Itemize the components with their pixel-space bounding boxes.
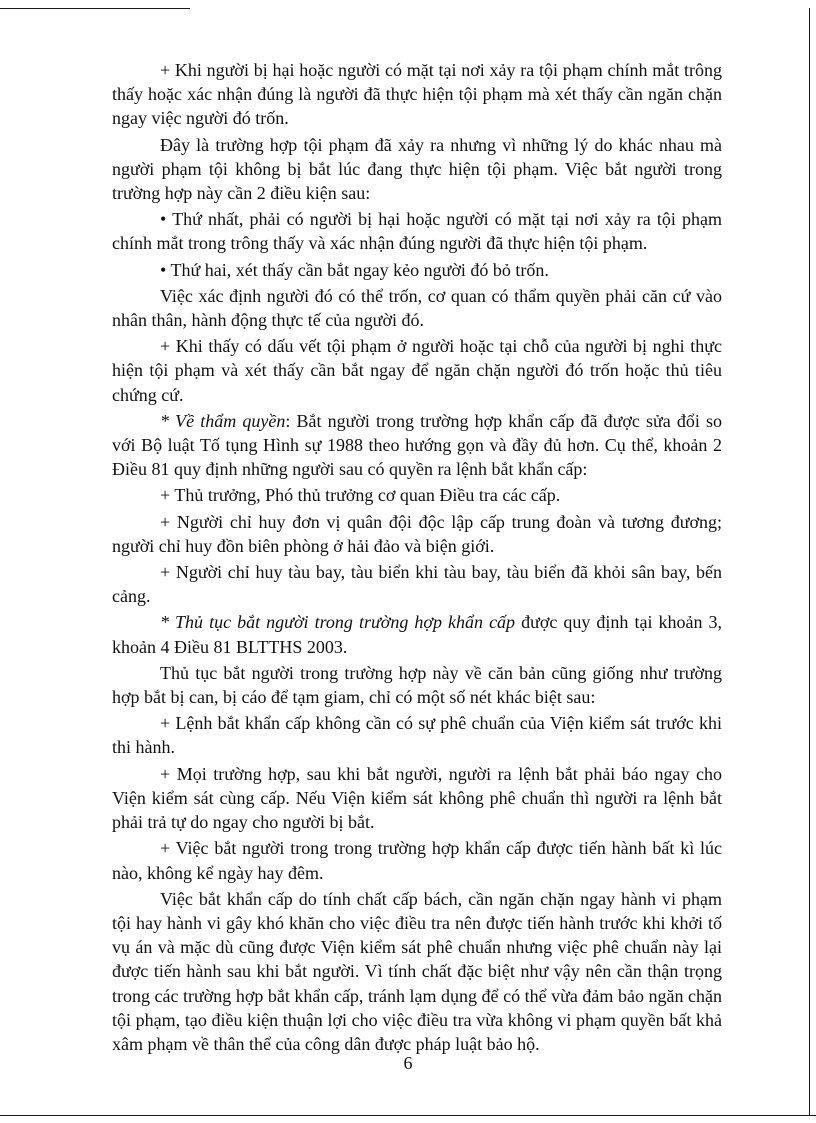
paragraph-authority-aircraft-ship-commanders: + Người chỉ huy tàu bay, tàu biển khi tàu bay, tàu biển đã khỏi sân bay, bến cảng. — [112, 562, 722, 607]
paragraph-conclusion: Việc bắt khẩn cấp do tính chất cấp bách, cần ngăn chặn ngay hành vi phạm tội hay hành vi gây khó khăn cho việc điều tra nên được tiến hành trước khi khởi tố vụ án và mặc dù cũng được Viện kiểm sát phê chuẩn nhưng việc phê chuẩn này lại được tiến hành sau khi bắt người. Vì tính chất đặc biệt như vậy nên cần thận trọng trong các trường hợp bắt khẩn cấp, tránh lạm dụng để có thể vừa đảm bảo ngăn chặn tội phạm, tạo điều kiện thuận lợi cho việc điều tra vừa không vi phạm quyền bất khả xâm phạm về thân thể của công dân được pháp luật bảo hộ. — [112, 888, 722, 1054]
paragraph-procedure-differences: Thủ tục bắt người trong trường hợp này về căn bản cũng giống như trường hợp bắt bị can, bị cáo để tạm giam, chỉ có một số nét khác biệt sau: — [112, 662, 722, 708]
paragraph-authority: * Về thẩm quyền: Bắt người trong trường hợp khẩn cấp đã được sửa đổi so với Bộ luật Tố tụng Hình sự 1988 theo hướng gọn và đầy đủ hơn. Cụ thể, khoản 2 Điều 81 quy định những người sau có quyền ra lệnh bắt khẩn cấp: — [112, 410, 722, 480]
paragraph-any-time: + Việc bắt người trong trong trường hợp khẩn cấp được tiến hành bất kì lúc nào, không kể ngày hay đêm. — [112, 838, 722, 883]
paragraph-traces-of-crime: + Khi thấy có dấu vết tội phạm ở người hoặc tại chỗ của người bị nghi thực hiện tội phạm và xét thấy cần bắt ngay để ngăn chặn người đó trốn hoặc thủ tiêu chứng cứ. — [112, 336, 722, 405]
paragraph-authority-investigation-heads: + Thủ trưởng, Phó thủ trưởng cơ quan Điều tra các cấp. — [160, 485, 561, 506]
paragraph-condition-second: • Thứ hai, xét thấy cần bắt ngay kẻo người đó bỏ trốn. — [160, 259, 549, 280]
bottom-edge-line — [0, 1115, 816, 1116]
paragraph-authority-military-commanders: + Người chỉ huy đơn vị quân đội độc lập cấp trung đoàn và tương đương; người chỉ huy đồn biên phòng ở hải đảo và biện giới. — [112, 511, 722, 556]
paragraph-determine-flight: Việc xác định người đó có thể trốn, cơ quan có thẩm quyền phải căn cứ vào nhân thân, hành động thực tế của người đó. — [112, 285, 722, 331]
top-edge-line — [0, 8, 190, 9]
paragraph-procedure: * Thủ tục bắt người trong trường hợp khẩn cấp được quy định tại khoản 3, khoản 4 Điều 81 BLTTHS 2003. — [112, 612, 722, 657]
right-edge-line — [809, 8, 810, 1116]
page-number: 6 — [403, 1053, 413, 1073]
procedure-heading: * Thủ tục bắt người trong trường hợp khẩn cấp — [160, 612, 516, 633]
paragraph-condition-first: • Thứ nhất, phải có người bị hại hoặc người có mặt tại nơi xảy ra tội phạm chính mắt trong trông thấy và xác nhận đúng người đã thực hiện tội phạm. — [112, 209, 722, 254]
paragraph-no-prior-approval: + Lệnh bắt khẩn cấp không cần có sự phê chuẩn của Viện kiểm sát trước khi thi hành. — [112, 713, 722, 758]
paragraph-report-procuracy: + Mọi trường hợp, sau khi bắt người, người ra lệnh bắt phải báo ngay cho Viện kiểm sát cùng cấp. Nếu Viện kiểm sát không phê chuẩn thì người ra lệnh bắt phải trả tự do ngay cho người bị bắt. — [112, 763, 722, 833]
body-text — [112, 58, 722, 1056]
paragraph-victim-witness: + Khi người bị hại hoặc người có mặt tại nơi xảy ra tội phạm chính mắt trông thấy hoặc xác nhận đúng là người đã thực hiện tội phạm mà xét thấy cần ngăn chặn ngay việc người đó trốn. — [112, 60, 722, 129]
paragraph-case-explanation: Đây là trường hợp tội phạm đã xảy ra nhưng vì những lý do khác nhau mà người phạm tội không bị bắt lúc đang thực hiện tội phạm. Việc bắt người trong trường hợp này cần 2 điều kiện sau: — [112, 134, 722, 204]
authority-heading: * Về thẩm quyền — [160, 410, 286, 431]
